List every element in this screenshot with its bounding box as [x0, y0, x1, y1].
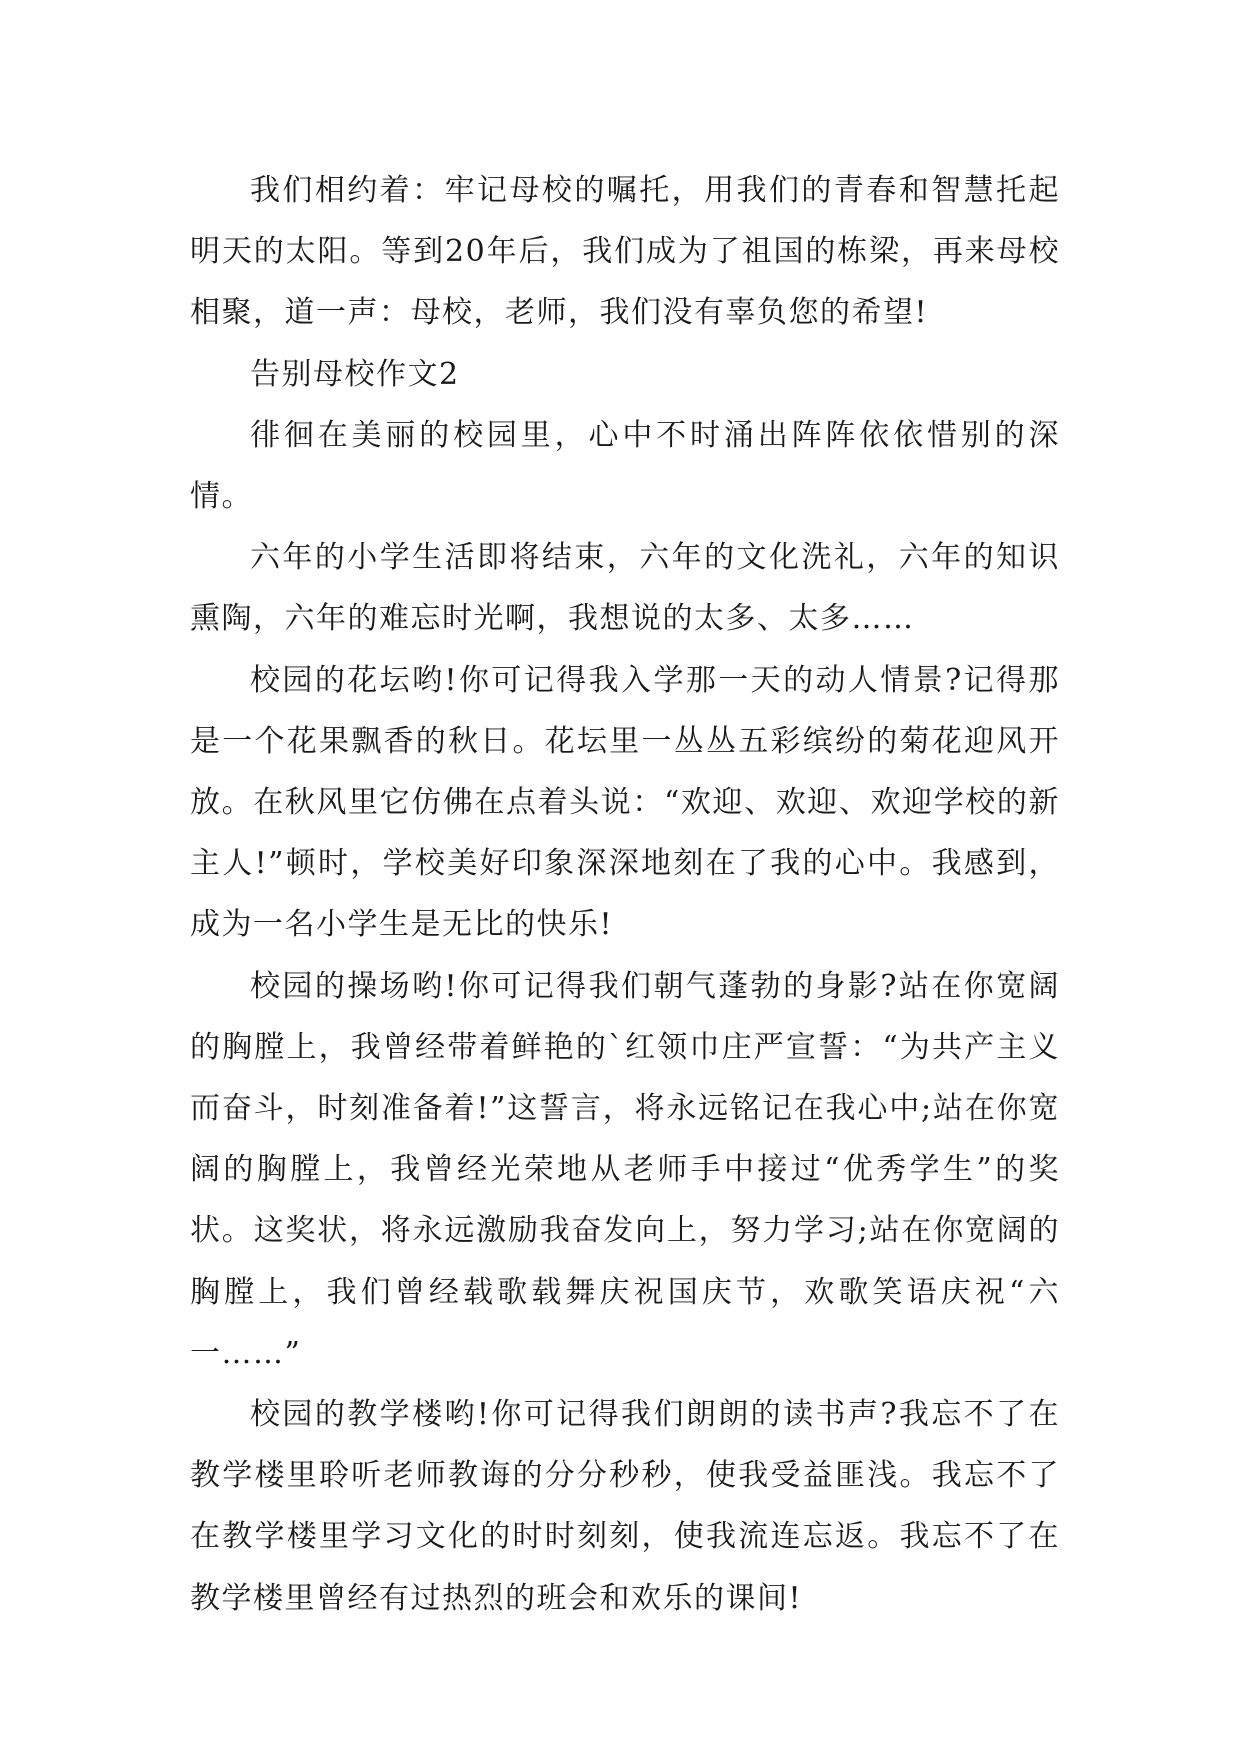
section-title: 告别母校作文2	[250, 356, 460, 392]
paragraph-closing-promise: 我们相约着：牢记母校的嘱托，用我们的青春和智慧托起明天的太阳。等到20年后，我们成为了祖国的栋梁，再来母校相聚，道一声：母校，老师，我们没有辜负您的希望!	[190, 173, 1060, 331]
paragraph-teaching-building: 校园的教学楼哟!你可记得我们朗朗的读书声?我忘不了在教学楼里聆听老师教诲的分分秒秒，使我受益匪浅。我忘不了在教学楼里学习文化的时时刻刻，使我流连忘返。我忘不了在教学楼里曾经有过热烈的班会和欢乐的课间!	[190, 1397, 1060, 1616]
paragraph-playground: 校园的操场哟!你可记得我们朝气蓬勃的身影?站在你宽阔的胸膛上，我曾经带着鲜艳的`红领巾庄严宣誓：“为共产主义而奋斗，时刻准备着!”这誓言，将永远铭记在我心中;站在你宽阔的胸膛上，我曾经光荣地从老师手中接过“优秀学生”的奖状。这奖状，将永远激励我奋发向上，努力学习;站在你宽阔的胸膛上，我们曾经载歌载舞庆祝国庆节，欢歌笑语庆祝“六一……”	[190, 968, 1060, 1371]
paragraph-flower-bed: 校园的花坛哟!你可记得我入学那一天的动人情景?记得那是一个花果飘香的秋日。花坛里一丛丛五彩缤纷的菊花迎风开放。在秋风里它仿佛在点着头说：“欢迎、欢迎、欢迎学校的新主人!”顿时，学校美好印象深深地刻在了我的心中。我感到，成为一名小学生是无比的快乐!	[190, 662, 1060, 943]
paragraph-wandering: 徘徊在美丽的校园里，心中不时涌出阵阵依依惜别的深情。	[190, 417, 1060, 515]
document-body	[190, 160, 1060, 1629]
paragraph-six-years: 六年的小学生活即将结束，六年的文化洗礼，六年的知识熏陶，六年的难忘时光啊，我想说的太多、太多……	[190, 540, 1060, 637]
